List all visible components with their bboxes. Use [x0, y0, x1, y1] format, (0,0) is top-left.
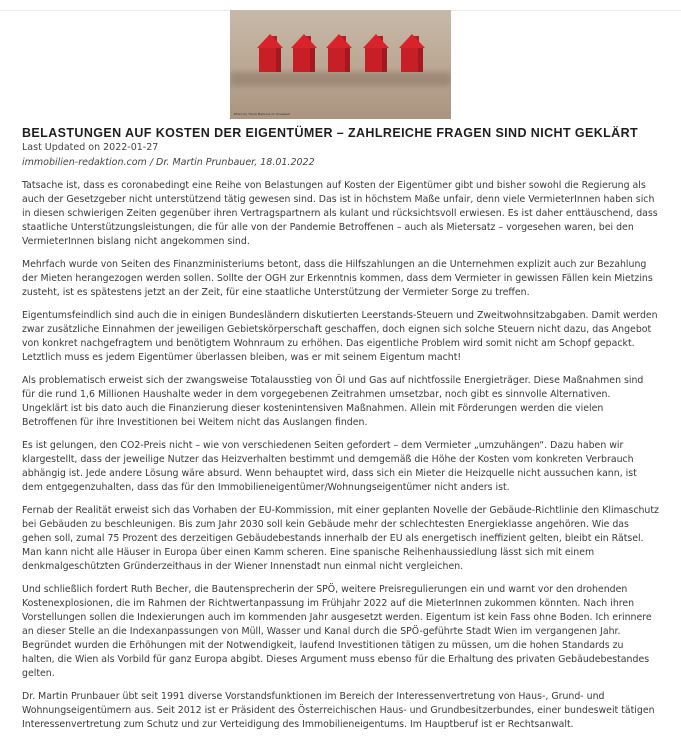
- red-house-icon: [399, 34, 425, 74]
- article: [22, 126, 659, 741]
- paragraph: Und schließlich fordert Ruth Becher, die Bautensprecherin der SPÖ, weitere Preisregulierungen ein und warnt vor den drohenden Kostenexplosionen, die im Rahmen der Richtwertanpassung im Frühjahr 2022 auf die MieterInnen zukommen könnten. Nach ihren Vorstellungen sollen die Indexierungen auch im kommenden Jahr ausgesetzt werden. Eigentum ist kein Fass ohne Boden. Ich erinnere an dieser Stelle an die Indexanpassungen von Müll, Wasser und Kanal durch die SPÖ-geführte Stadt Wien im vergangenen Jahr. Begründet wurden die Erhöhungen mit der Notwendigkeit, laufend Investitionen tätigen zu müssen, um die hohen Standards zu halten, die Wien als Vorbild für ganz Europa abgibt. Dieses Argument muss ebenso für die Erhaltung des privaten Gebäudebestandes gelten.: [22, 584, 652, 679]
- paragraph: Dr. Martin Prunbauer übt seit 1991 diverse Vorstandsfunktionen im Bereich der Interessenvertretung von Haus-, Grund- und Wohnungseigentümern aus. Seit 2012 ist er Präsident des Österreichischen Haus- und Grundbesitzerbundes, einer bundesweit tätigen Interessenvertretung zum Schutz und zur Verteidigung des Immobilieneigentums. Im Hauptberuf ist er Rechtsanwalt.: [22, 691, 655, 730]
- image-shadow: [230, 72, 451, 86]
- article-body: [22, 179, 659, 732]
- red-house-icon: [291, 34, 317, 74]
- last-updated: Last Updated on 2022-01-27: [22, 142, 159, 153]
- paragraph: Tatsache ist, dass es coronabedingt eine Reihe von Belastungen auf Kosten der Eigentümer gibt und bisher sowohl die Regierung als auch der Gesetzgeber nicht unterstützend tätig gewesen sind. Das ist in höchstem Maße unfair, denn viele VermieterInnen haben sich in diesen schwierigen Zeiten gegenüber ihren Vertragspartnern als kulant und rücksichtsvoll erwiesen. Es ist daher enttäuschend, dass staatliche Unterstützungsleistungen, die für alle von der Pandemie Betroffenen – auch als Mietersatz – vorgesehen waren, bei den VermieterInnen bislang nicht angekommen sind.: [22, 180, 658, 247]
- image-credit: Photo by Tierra Mallorca on Unsplash: [234, 112, 290, 116]
- article-byline: immobilien-redaktion.com / Dr. Martin Prunbauer, 18.01.2022: [22, 157, 315, 168]
- red-house-icon: [257, 34, 283, 74]
- paragraph: Als problematisch erweist sich der zwangsweise Totalausstieg von Öl und Gas auf nichtfossile Energieträger. Diese Maßnahmen sind für die rund 1,6 Millionen Haushalte weder in dem vorgegebenen Zeitrahmen umsetzbar, noch gibt es sinnvolle Alternativen. Ungeklärt ist bis dato auch die Finanzierung dieser kostenintensiven Maßnahmen. Allein mit Förderungen werden die vielen Betroffenen für ihre Investitionen bei Weitem nicht das Auslangen finden.: [22, 375, 644, 428]
- red-house-icon: [363, 34, 389, 74]
- paragraph: Fernab der Realität erweist sich das Vorhaben der EU-Kommission, mit einer geplanten Novelle der Gebäude-Richtlinie den Klimaschutz bei Gebäuden zu beschleunigen. Bis zum Jahr 2030 soll kein Gebäude mehr der schlechtesten Energieklasse angehören. Wie das gehen soll, zumal 75 Prozent des derzeitigen Gebäudebestands innerhalb der EU als energetisch ineffizient gelten, bleibt ein Rätsel. Man kann nicht alle Häuser in Europa über einen Kamm scheren. Eine spanische Reihenhaussiedlung lässt sich mit einem denkmalgeschützten Gründerzeithaus in der Wiener Innenstadt nun einmal nicht vergleichen.: [22, 505, 659, 572]
- article-title: BELASTUNGEN AUF KOSTEN DER EIGENTÜMER – ZAHLREICHE FRAGEN SIND NICHT GEKLÄRT: [22, 126, 639, 140]
- paragraph: Es ist gelungen, den CO2-Preis nicht – wie von verschiedenen Seiten gefordert – dem Vermieter „umzuhängen“. Dazu haben wir klargestellt, dass der jeweilige Nutzer das Heizverhalten bestimmt und demgemäß die Höhe der Kosten vom konkreten Verbrauch abhängig ist. Jede andere Lösung wäre absurd. Wenn behauptet wird, dass sich ein Mieter die Heizquelle nicht aussuchen kann, ist dem entgegenzuhalten, dass das für den Immobilieneigentümer/Wohnungseigentümer nicht anders ist.: [22, 440, 637, 493]
- paragraph: Mehrfach wurde von Seiten des Finanzministeriums betont, dass die Hilfszahlungen an die Unternehmen explizit auch zur Bezahlung der Mieten herangezogen werden sollen. Sollte der OGH zur Erkenntnis kommen, dass dem Vermieter in gewissen Fällen kein Mietzins zusteht, ist es spätestens jetzt an der Zeit, für eine staatliche Unterstützung der Vermieter Sorge zu treffen.: [22, 259, 653, 298]
- red-house-icon: [326, 34, 352, 74]
- paragraph: Eigentumsfeindlich sind auch die in einigen Bundesländern diskutierten Leerstands-Steuern und Zweitwohnsitzabgaben. Damit werden zwar zusätzliche Einnahmen der jeweiligen Gebietskörperschaft geschaffen, doch eignen sich solche Steuern nicht dazu, das Angebot von konkret nachgefragtem und benötigtem Wohnraum zu erhöhen. Das eigentliche Problem wird somit nicht am Schopf gepackt. Letztlich muss es jedem Eigentümer überlassen bleiben, was er mit seinem Eigentum macht!: [22, 310, 658, 363]
- article-hero-image: [230, 10, 451, 119]
